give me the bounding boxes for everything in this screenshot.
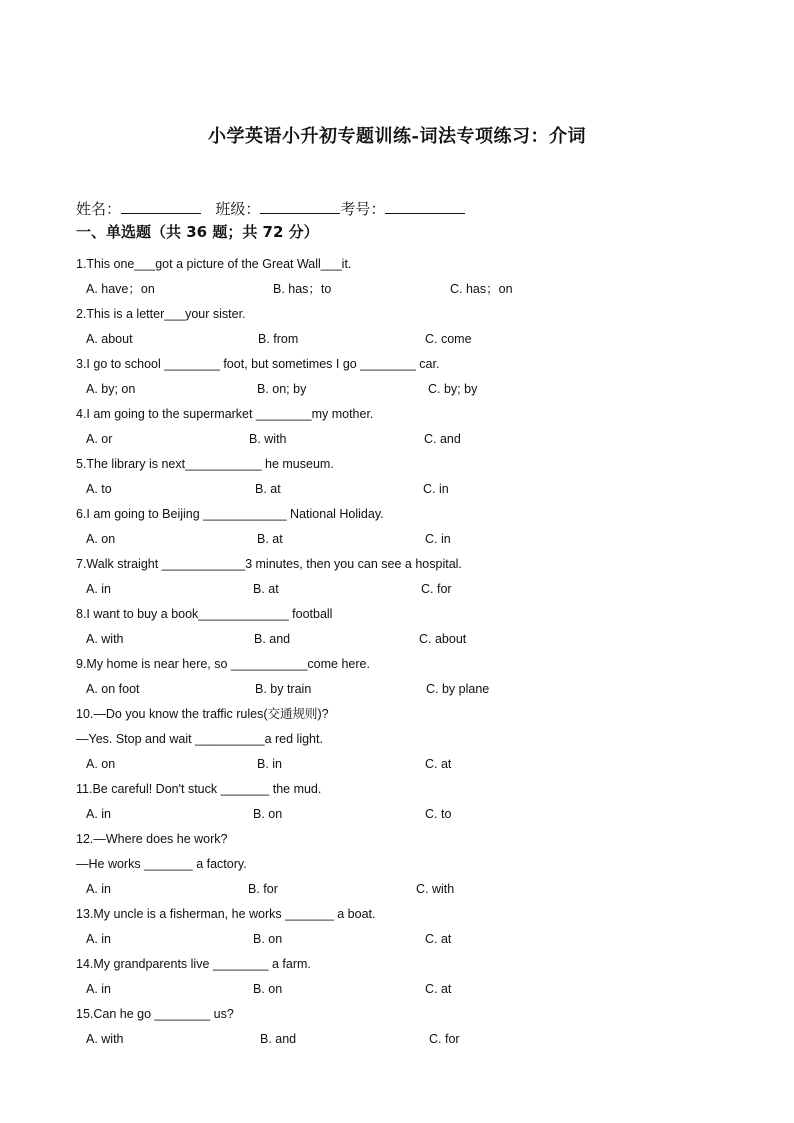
option-c: C. to: [425, 807, 452, 821]
option-a: A. with: [86, 632, 124, 646]
option-a: A. in: [86, 582, 112, 596]
question-text: 7.Walk straight ____________3 minutes, then you can see a hospital.: [76, 557, 462, 571]
question-dialogue-line: —He works _______ a factory.: [76, 857, 247, 871]
option-a: A. about: [86, 332, 133, 346]
option-c: C. by; by: [428, 382, 478, 396]
option-b: B. with: [249, 432, 287, 446]
option-c: C. has；on: [450, 282, 513, 296]
option-b: B. on: [253, 932, 283, 946]
option-b: B. on; by: [257, 382, 307, 396]
option-c: C. about: [419, 632, 467, 646]
student-info-row: [76, 198, 465, 219]
option-a: A. in: [86, 982, 112, 996]
question-dialogue-line: —Yes. Stop and wait __________a red light.: [76, 732, 323, 746]
option-b: B. and: [254, 632, 291, 646]
question-text: 4.I am going to the supermarket ________my mother.: [76, 407, 374, 421]
option-b: B. in: [257, 757, 283, 771]
exam-number-label: 考号：: [340, 201, 386, 218]
question-text: 15.Can he go ________ us?: [76, 1007, 234, 1021]
option-a: A. to: [86, 482, 112, 496]
name-label: 姓名：: [76, 201, 122, 218]
option-a: A. on foot: [86, 682, 140, 696]
option-a: A. on: [86, 757, 116, 771]
option-a: A. have；on: [86, 282, 155, 296]
option-b: B. at: [253, 582, 279, 596]
question-text: 2.This is a letter___your sister.: [76, 307, 246, 321]
option-b: B. has；to: [273, 282, 332, 296]
page-title: 小学英语小升初专题训练-词法专项练习：介词: [208, 126, 586, 147]
question-text: 14.My grandparents live ________ a farm.: [76, 957, 311, 971]
option-a: A. with: [86, 1032, 124, 1046]
option-c: C. with: [416, 882, 455, 896]
option-c: C. at: [425, 757, 452, 771]
option-a: A. in: [86, 932, 112, 946]
exam-number-blank: [385, 199, 465, 214]
option-a: A. or: [86, 432, 113, 446]
option-a: A. in: [86, 882, 112, 896]
question-text: 3.I go to school ________ foot, but sometimes I go ________ car.: [76, 357, 440, 371]
class-label: 班级：: [215, 201, 261, 218]
option-b: B. on: [253, 807, 283, 821]
option-c: C. and: [424, 432, 461, 446]
option-b: B. at: [255, 482, 281, 496]
option-a: A. by; on: [86, 382, 136, 396]
class-blank: [260, 199, 340, 214]
question-text: 12.—Where does he work?: [76, 832, 228, 846]
option-a: A. in: [86, 807, 112, 821]
option-b: B. from: [258, 332, 299, 346]
option-b: B. and: [260, 1032, 297, 1046]
option-b: B. for: [248, 882, 278, 896]
option-c: C. for: [429, 1032, 460, 1046]
option-b: B. at: [257, 532, 283, 546]
question-text: 1.This one___got a picture of the Great Wall___it.: [76, 257, 352, 271]
option-b: B. on: [253, 982, 283, 996]
question-text: 8.I want to buy a book_____________ football: [76, 607, 333, 621]
question-text: 5.The library is next___________ he museum.: [76, 457, 334, 471]
question-text: 13.My uncle is a fisherman, he works _______ a boat.: [76, 907, 376, 921]
question-text: 6.I am going to Beijing ____________ National Holiday.: [76, 507, 384, 521]
option-c: C. come: [425, 332, 472, 346]
question-text: 9.My home is near here, so ___________come here.: [76, 657, 370, 671]
option-c: C. for: [421, 582, 452, 596]
name-blank: [121, 199, 201, 214]
option-b: B. by train: [255, 682, 312, 696]
question-text: 11.Be careful! Don't stuck _______ the mud.: [76, 782, 322, 796]
option-c: C. in: [423, 482, 449, 496]
option-c: C. at: [425, 932, 452, 946]
section-title: 一、单选题（共 36 题；共 72 分）: [76, 223, 319, 241]
option-c: C. in: [425, 532, 451, 546]
question-text: 10.—Do you know the traffic rules(交通规则)?: [76, 707, 329, 721]
option-c: C. at: [425, 982, 452, 996]
option-c: C. by plane: [426, 682, 490, 696]
option-a: A. on: [86, 532, 116, 546]
